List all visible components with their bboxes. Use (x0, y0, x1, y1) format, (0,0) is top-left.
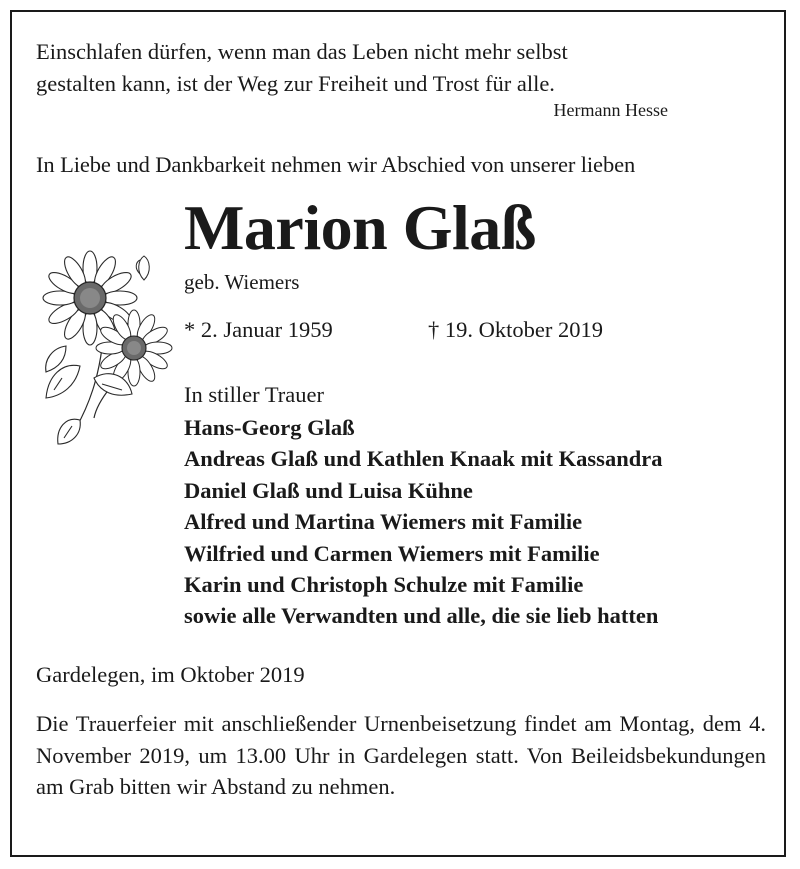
mourner-entry: Daniel Glaß und Luisa Kühne (184, 477, 473, 503)
mourners-list (184, 412, 662, 632)
funeral-notice: Die Trauerfeier mit anschließender Urnenbeisetzung findet am Montag, dem 4. November 2019, um 13.00 Uhr in Gardelegen statt. Von Beileidsbekundungen am Grab bitten wir Abstand zu nehmen. (36, 711, 766, 799)
obituary-notice (10, 10, 786, 857)
quote (36, 36, 568, 100)
mourner-entry: Karin und Christoph Schulze mit Familie (184, 572, 584, 598)
place-date: Gardelegen, im Oktober 2019 (36, 662, 305, 687)
sunflower-bud (136, 256, 149, 280)
quote-line-2: gestalten kann, ist der Weg zur Freiheit und Trost für alle. (36, 71, 555, 96)
deceased-name: Marion Glaß (184, 192, 536, 263)
mourner-entry: sowie alle Verwandten und alle, die sie lieb hatten (184, 603, 659, 629)
maiden-name: geb. Wiemers (184, 270, 300, 294)
sunflower-icon (32, 238, 182, 453)
birth-date: * 2. Januar 1959 (184, 317, 333, 342)
quote-line-1: Einschlafen dürfen, wenn man das Leben nicht mehr selbst (36, 39, 568, 64)
mourner-entry: Alfred und Martina Wiemers mit Familie (184, 509, 583, 535)
mourner-entry: Hans-Georg Glaß (184, 415, 355, 440)
quote-author: Hermann Hesse (553, 100, 668, 120)
intro-text: In Liebe und Dankbarkeit nehmen wir Abschied von unserer lieben (36, 152, 636, 177)
mourner-entry: Andreas Glaß und Kathlen Knaak mit Kassandra (184, 446, 663, 472)
mourning-label: In stiller Trauer (184, 382, 324, 407)
mourner-entry: Wilfried und Carmen Wiemers mit Familie (184, 540, 600, 566)
death-date: † 19. Oktober 2019 (428, 317, 603, 342)
